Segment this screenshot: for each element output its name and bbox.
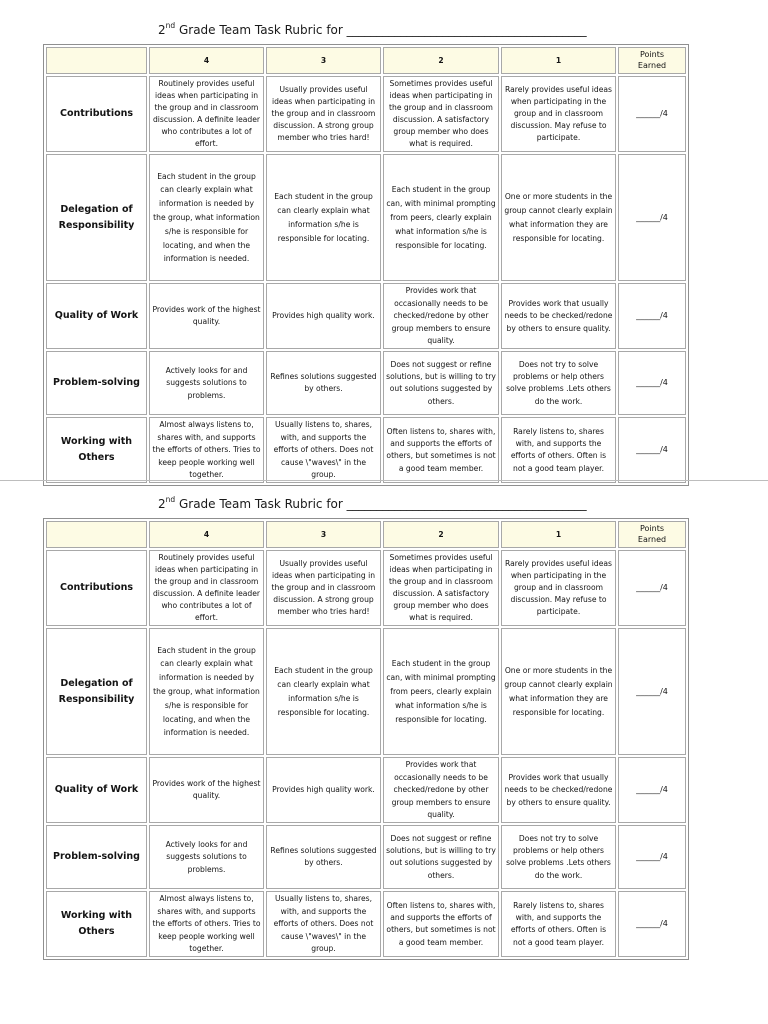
descriptor-cell: Rarely provides useful ideas when participating in the group and in classroom discussion. May refuse to participate. bbox=[501, 76, 616, 152]
descriptor-cell: Does not try to solve problems or help others solve problems .Lets others do the work. bbox=[501, 825, 616, 889]
descriptor-cell: Does not try to solve problems or help others solve problems .Lets others do the work. bbox=[501, 351, 616, 415]
criterion-label: Contributions bbox=[46, 550, 147, 626]
criterion-row bbox=[46, 891, 686, 957]
descriptor-cell: Usually provides useful ideas when participating in the group and in classroom discussion. A strong group member who tries hard! bbox=[266, 76, 381, 152]
descriptor-cell: One or more students in the group cannot clearly explain what information they are responsible for locating. bbox=[501, 154, 616, 281]
title-name-blank: ________________________________________ bbox=[346, 497, 587, 511]
descriptor-cell: Each student in the group can, with minimal prompting from peers, clearly explain what information s/he is responsible for locating. bbox=[383, 154, 499, 281]
rubric-table bbox=[43, 44, 689, 486]
criterion-row bbox=[46, 825, 686, 889]
points-earned-cell: ______/4 bbox=[618, 351, 686, 415]
descriptor-cell: Sometimes provides useful ideas when participating in the group and in classroom discussion. A satisfactory group member who does what is required. bbox=[383, 550, 499, 626]
title-grade-suffix: nd bbox=[165, 21, 176, 30]
descriptor-cell: Provides work that usually needs to be checked/redone by others to ensure quality. bbox=[501, 283, 616, 349]
title-grade-number: 2 bbox=[158, 23, 166, 37]
points-earned-cell: ______/4 bbox=[618, 550, 686, 626]
criterion-label: Problem-solving bbox=[46, 825, 147, 889]
criterion-label: Quality of Work bbox=[46, 757, 147, 823]
descriptor-cell: One or more students in the group cannot clearly explain what information they are responsible for locating. bbox=[501, 628, 616, 755]
criterion-row bbox=[46, 417, 686, 483]
descriptor-cell: Refines solutions suggested by others. bbox=[266, 351, 381, 415]
criterion-row bbox=[46, 550, 686, 626]
descriptor-cell: Provides high quality work. bbox=[266, 757, 381, 823]
descriptor-cell: Each student in the group can clearly explain what information is needed by the group, what information s/he is responsible for locating, and when the information is needed. bbox=[149, 154, 264, 281]
descriptor-cell: Provides work of the highest quality. bbox=[149, 283, 264, 349]
descriptor-cell: Usually provides useful ideas when participating in the group and in classroom discussion. A strong group member who tries hard! bbox=[266, 550, 381, 626]
header-row bbox=[46, 521, 686, 548]
points-earned-cell: ______/4 bbox=[618, 154, 686, 281]
rubric-title bbox=[158, 497, 587, 511]
descriptor-cell: Routinely provides useful ideas when participating in the group and in classroom discussion. A definite leader who contributes a lot of effort. bbox=[149, 76, 264, 152]
criterion-row bbox=[46, 154, 686, 281]
level-4-header: 4 bbox=[149, 47, 264, 74]
points-earned-header bbox=[618, 47, 686, 74]
points-earned-label: Points Earned bbox=[637, 524, 667, 544]
title-text: Grade Team Task Rubric for bbox=[175, 23, 347, 37]
criterion-label: Working with Others bbox=[46, 891, 147, 957]
descriptor-cell: Provides work that usually needs to be checked/redone by others to ensure quality. bbox=[501, 757, 616, 823]
criterion-row bbox=[46, 283, 686, 349]
points-earned-label: Points Earned bbox=[637, 50, 667, 70]
header-corner-cell bbox=[46, 521, 147, 548]
descriptor-cell: Usually listens to, shares, with, and supports the efforts of others. Does not cause \"waves\" in the group. bbox=[266, 417, 381, 483]
descriptor-cell: Provides work of the highest quality. bbox=[149, 757, 264, 823]
points-earned-cell: ______/4 bbox=[618, 891, 686, 957]
level-1-header: 1 bbox=[501, 47, 616, 74]
descriptor-cell: Rarely listens to, shares with, and supports the efforts of others. Often is not a good team player. bbox=[501, 417, 616, 483]
level-3-header: 3 bbox=[266, 521, 381, 548]
descriptor-cell: Often listens to, shares with, and supports the efforts of others, but sometimes is not a good team member. bbox=[383, 891, 499, 957]
descriptor-cell: Actively looks for and suggests solutions to problems. bbox=[149, 351, 264, 415]
criterion-row bbox=[46, 757, 686, 823]
descriptor-cell: Almost always listens to, shares with, and supports the efforts of others. Tries to keep people working well together. bbox=[149, 417, 264, 483]
criterion-label: Quality of Work bbox=[46, 283, 147, 349]
level-3-header: 3 bbox=[266, 47, 381, 74]
section-divider bbox=[0, 480, 768, 481]
descriptor-cell: Each student in the group can clearly explain what information s/he is responsible for locating. bbox=[266, 628, 381, 755]
points-earned-cell: ______/4 bbox=[618, 76, 686, 152]
descriptor-cell: Provides high quality work. bbox=[266, 283, 381, 349]
level-2-header: 2 bbox=[383, 47, 499, 74]
descriptor-cell: Does not suggest or refine solutions, but is willing to try out solutions suggested by others. bbox=[383, 825, 499, 889]
title-text: Grade Team Task Rubric for bbox=[175, 497, 347, 511]
descriptor-cell: Rarely listens to, shares with, and supports the efforts of others. Often is not a good team player. bbox=[501, 891, 616, 957]
rubric-title bbox=[158, 23, 587, 37]
descriptor-cell: Almost always listens to, shares with, and supports the efforts of others. Tries to keep people working well together. bbox=[149, 891, 264, 957]
title-name-blank: ________________________________________ bbox=[346, 23, 587, 37]
points-earned-cell: ______/4 bbox=[618, 283, 686, 349]
criterion-row bbox=[46, 628, 686, 755]
points-earned-cell: ______/4 bbox=[618, 628, 686, 755]
criterion-row bbox=[46, 351, 686, 415]
descriptor-cell: Provides work that occasionally needs to be checked/redone by other group members to ensure quality. bbox=[383, 283, 499, 349]
criterion-label: Delegation of Responsibility bbox=[46, 628, 147, 755]
criterion-label: Working with Others bbox=[46, 417, 147, 483]
level-2-header: 2 bbox=[383, 521, 499, 548]
descriptor-cell: Usually listens to, shares, with, and supports the efforts of others. Does not cause \"waves\" in the group. bbox=[266, 891, 381, 957]
descriptor-cell: Refines solutions suggested by others. bbox=[266, 825, 381, 889]
descriptor-cell: Each student in the group can clearly explain what information is needed by the group, what information s/he is responsible for locating, and when the information is needed. bbox=[149, 628, 264, 755]
points-earned-cell: ______/4 bbox=[618, 757, 686, 823]
criterion-label: Problem-solving bbox=[46, 351, 147, 415]
criterion-label: Contributions bbox=[46, 76, 147, 152]
descriptor-cell: Actively looks for and suggests solutions to problems. bbox=[149, 825, 264, 889]
descriptor-cell: Sometimes provides useful ideas when participating in the group and in classroom discussion. A satisfactory group member who does what is required. bbox=[383, 76, 499, 152]
level-1-header: 1 bbox=[501, 521, 616, 548]
criterion-row bbox=[46, 76, 686, 152]
descriptor-cell: Each student in the group can clearly explain what information s/he is responsible for locating. bbox=[266, 154, 381, 281]
header-corner-cell bbox=[46, 47, 147, 74]
level-4-header: 4 bbox=[149, 521, 264, 548]
descriptor-cell: Provides work that occasionally needs to be checked/redone by other group members to ensure quality. bbox=[383, 757, 499, 823]
rubric-table bbox=[43, 518, 689, 960]
points-earned-cell: ______/4 bbox=[618, 825, 686, 889]
descriptor-cell: Each student in the group can, with minimal prompting from peers, clearly explain what information s/he is responsible for locating. bbox=[383, 628, 499, 755]
title-grade-suffix: nd bbox=[165, 495, 176, 504]
points-earned-cell: ______/4 bbox=[618, 417, 686, 483]
criterion-label: Delegation of Responsibility bbox=[46, 154, 147, 281]
header-row bbox=[46, 47, 686, 74]
descriptor-cell: Routinely provides useful ideas when participating in the group and in classroom discussion. A definite leader who contributes a lot of effort. bbox=[149, 550, 264, 626]
descriptor-cell: Does not suggest or refine solutions, but is willing to try out solutions suggested by others. bbox=[383, 351, 499, 415]
descriptor-cell: Often listens to, shares with, and supports the efforts of others, but sometimes is not a good team member. bbox=[383, 417, 499, 483]
title-grade-number: 2 bbox=[158, 497, 166, 511]
descriptor-cell: Rarely provides useful ideas when participating in the group and in classroom discussion. May refuse to participate. bbox=[501, 550, 616, 626]
points-earned-header bbox=[618, 521, 686, 548]
